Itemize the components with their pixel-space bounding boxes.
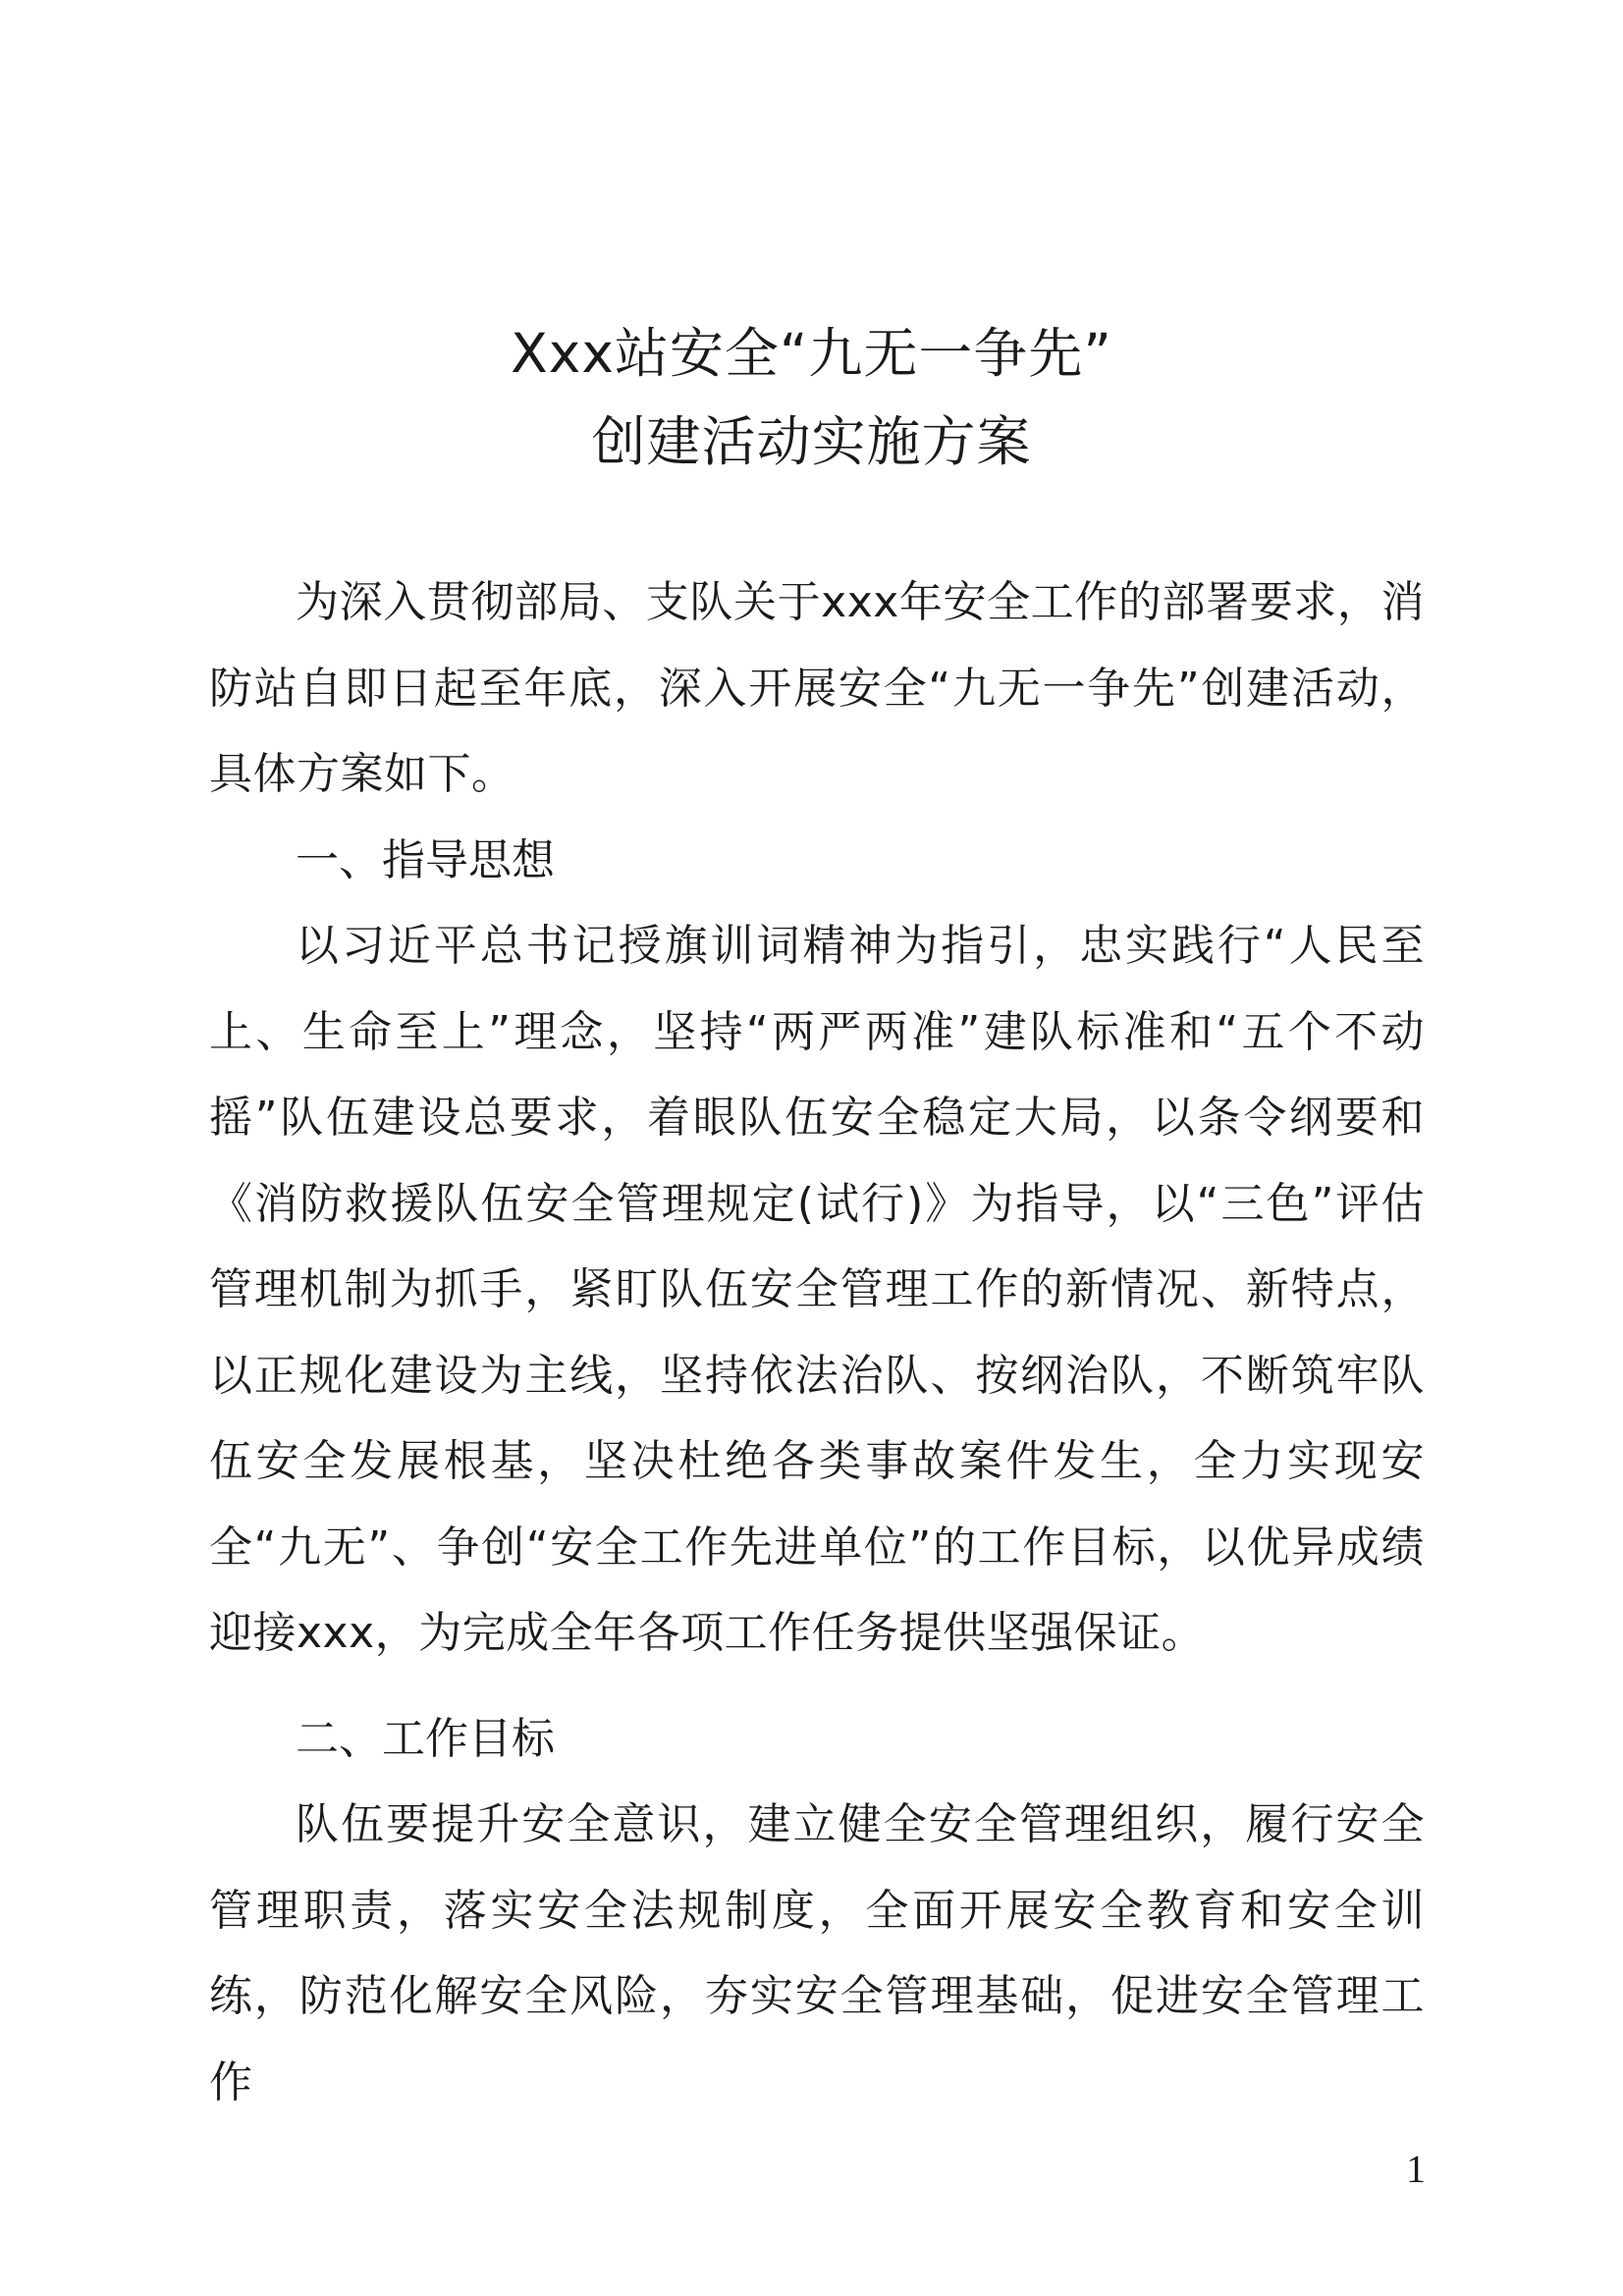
title-line-2: 创建活动实施方案 [591, 410, 1032, 473]
section-2-heading: 二、工作目标 [296, 1713, 555, 1764]
intro-paragraph: 为深入贯彻部局、支队关于xxx年安全工作的部署要求，消防站自即日起至年底，深入开展安全“九无一争先”创建活动，具体方案如下。 [209, 577, 1425, 799]
title-line-1: Xxx站安全“九无一争先” [511, 322, 1112, 385]
section-1-paragraph: 以习近平总书记授旗训词精神为指引，忠实践行“人民至上、生命至上”理念，坚持“两严两准”建队标准和“五个不动摇”队伍建设总要求，着眼队伍安全稳定大局，以条令纲要和《消防救援队伍安全管理规定(试行)》为指导，以“三色”评估管理机制为抓手，紧盯队伍安全管理工作的新情况、新特点，以正规化建设为主线，坚持依法治队、按纲治队，不断筑牢队伍安全发展根基，坚决杜绝各类事故案件发生，全力实现安全“九无”、争创“安全工作先进单位”的工作目标，以优异成绩迎接xxx，为完成全年各项工作任务提供坚强保证。 [209, 921, 1425, 1658]
document-title [0, 309, 1623, 486]
document-body [209, 560, 1425, 2125]
section-1-heading: 一、指导思想 [296, 834, 555, 885]
section-2-paragraph: 队伍要提升安全意识，建立健全安全管理组织，履行安全管理职责，落实安全法规制度，全面开展安全教育和安全训练，防范化解安全风险，夯实安全管理基础，促进安全管理工作 [209, 1799, 1425, 2108]
page-number: 1 [1406, 2147, 1426, 2191]
